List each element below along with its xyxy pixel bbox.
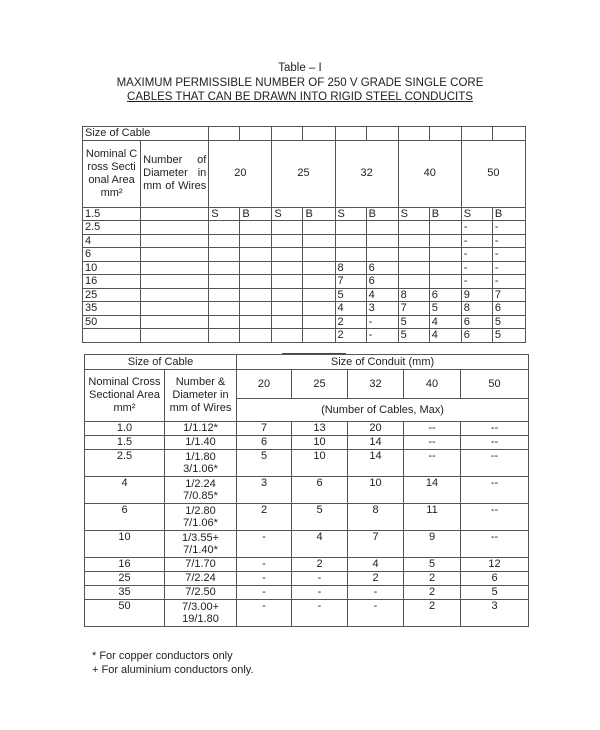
- value-cell: [240, 248, 272, 262]
- value-cell: 5: [292, 504, 348, 531]
- value-cell: 5: [335, 288, 366, 302]
- sb-label: B: [492, 207, 525, 221]
- value-cell: [272, 329, 303, 343]
- value-cell: 4: [366, 288, 398, 302]
- table-row: [83, 207, 526, 221]
- wires-cell: 1/1.80 3/1.06*: [165, 450, 237, 477]
- table-one-body: [83, 127, 526, 343]
- value-cell: 20: [348, 422, 404, 436]
- area-cell: 1.0: [85, 422, 165, 436]
- table-row: [83, 234, 526, 248]
- value-cell: 6: [366, 275, 398, 289]
- table-row: [85, 572, 529, 586]
- table-row: [85, 422, 529, 436]
- table-row: [83, 127, 526, 141]
- value-cell: 8: [398, 288, 429, 302]
- value-cell: -: [237, 600, 292, 627]
- value-cell: 7: [398, 302, 429, 316]
- area-cell: 1.5: [83, 207, 141, 221]
- value-cell: [272, 302, 303, 316]
- value-cell: [209, 248, 240, 262]
- area-cell: 4: [83, 234, 141, 248]
- value-cell: -: [237, 572, 292, 586]
- sb-label: B: [366, 207, 398, 221]
- table-cell: [141, 221, 209, 235]
- value-cell: [429, 261, 461, 275]
- value-cell: 11: [404, 504, 461, 531]
- table-cell: [141, 275, 209, 289]
- table-cell: [461, 127, 492, 141]
- value-cell: -: [492, 221, 525, 235]
- value-cell: 5: [398, 329, 429, 343]
- value-cell: [303, 261, 335, 275]
- table-row: [83, 329, 526, 343]
- value-cell: -: [492, 275, 525, 289]
- value-cell: 2: [404, 572, 461, 586]
- value-cell: [303, 302, 335, 316]
- value-cell: 4: [429, 315, 461, 329]
- value-cell: 8: [461, 302, 492, 316]
- value-cell: 5: [398, 315, 429, 329]
- table-cell: [429, 127, 461, 141]
- conduit-size-header: 50: [461, 370, 529, 399]
- value-cell: --: [461, 477, 529, 504]
- table-row: [85, 436, 529, 450]
- value-cell: 5: [237, 450, 292, 477]
- wires-cell: 7/2.24: [165, 572, 237, 586]
- table-cell: [141, 329, 209, 343]
- value-cell: -: [461, 234, 492, 248]
- value-cell: 6: [366, 261, 398, 275]
- table-cell: [366, 127, 398, 141]
- sb-label: S: [209, 207, 240, 221]
- value-cell: -: [461, 275, 492, 289]
- wires-cell: 7/2.50: [165, 586, 237, 600]
- table-cell: [141, 302, 209, 316]
- table-cell: [398, 127, 429, 141]
- value-cell: 5: [492, 315, 525, 329]
- value-cell: [209, 275, 240, 289]
- table-cell: [141, 248, 209, 262]
- area-cell: 6: [85, 504, 165, 531]
- value-cell: 5: [492, 329, 525, 343]
- sb-label: S: [272, 207, 303, 221]
- table-row: [83, 275, 526, 289]
- value-cell: [209, 261, 240, 275]
- value-cell: 2: [292, 558, 348, 572]
- value-cell: [240, 234, 272, 248]
- value-cell: [429, 275, 461, 289]
- area-cell: 2.5: [83, 221, 141, 235]
- value-cell: [272, 248, 303, 262]
- wires-cell: 7/1.70: [165, 558, 237, 572]
- value-cell: -: [492, 261, 525, 275]
- value-cell: -: [292, 586, 348, 600]
- conduit-size-header: 25: [292, 370, 348, 399]
- value-cell: [209, 234, 240, 248]
- value-cell: [209, 221, 240, 235]
- value-cell: -: [461, 221, 492, 235]
- wires-cell: 1/3.55+ 7/1.40*: [165, 531, 237, 558]
- area-cell: 2.5: [85, 450, 165, 477]
- table-cell: [240, 127, 272, 141]
- area-cell: 50: [83, 315, 141, 329]
- table-row: [83, 261, 526, 275]
- value-cell: --: [461, 450, 529, 477]
- value-cell: 7: [335, 275, 366, 289]
- value-cell: 13: [292, 422, 348, 436]
- title-line-2: CABLES THAT CAN BE DRAWN INTO RIGID STEEL CONDUCITS: [127, 91, 473, 103]
- area-cell: 6: [83, 248, 141, 262]
- footnote-aluminium: + For aluminium conductors only.: [92, 664, 254, 676]
- wires-header: Number of Diameter in mm of Wires: [141, 140, 209, 207]
- value-cell: 14: [404, 477, 461, 504]
- value-cell: [303, 275, 335, 289]
- value-cell: [303, 248, 335, 262]
- value-cell: [272, 275, 303, 289]
- table-label: Table – I: [278, 62, 322, 74]
- value-cell: 2: [404, 586, 461, 600]
- value-cell: [303, 315, 335, 329]
- value-cell: [272, 288, 303, 302]
- sb-label: B: [429, 207, 461, 221]
- value-cell: -: [348, 586, 404, 600]
- table-cell: [335, 127, 366, 141]
- value-cell: --: [404, 450, 461, 477]
- value-cell: -: [492, 248, 525, 262]
- size-of-cable-header: Size of Cable: [85, 355, 237, 370]
- value-cell: [272, 234, 303, 248]
- table-cell: [303, 127, 335, 141]
- value-cell: -: [461, 248, 492, 262]
- value-cell: [398, 248, 429, 262]
- wires-cell: 1/2.80 7/1.06*: [165, 504, 237, 531]
- value-cell: [398, 275, 429, 289]
- table-one: [82, 126, 526, 343]
- value-cell: 7: [237, 422, 292, 436]
- table-cell: [141, 261, 209, 275]
- value-cell: 7: [492, 288, 525, 302]
- value-cell: [398, 261, 429, 275]
- value-cell: 5: [429, 302, 461, 316]
- value-cell: [272, 221, 303, 235]
- value-cell: 2: [404, 600, 461, 627]
- value-cell: -: [461, 261, 492, 275]
- value-cell: -: [237, 586, 292, 600]
- area-cell: 16: [85, 558, 165, 572]
- value-cell: 8: [335, 261, 366, 275]
- value-cell: 4: [292, 531, 348, 558]
- area-cell: 10: [83, 261, 141, 275]
- sb-label: S: [398, 207, 429, 221]
- sb-label: B: [240, 207, 272, 221]
- area-cell: 10: [85, 531, 165, 558]
- value-cell: 6: [292, 477, 348, 504]
- sb-label: S: [461, 207, 492, 221]
- value-cell: 7: [348, 531, 404, 558]
- table-row: [83, 140, 526, 207]
- sb-label: B: [303, 207, 335, 221]
- table-cell: [272, 127, 303, 141]
- footnote-copper: * For copper conductors only: [92, 650, 233, 662]
- conduit-size-header: 40: [404, 370, 461, 399]
- table-cell: [141, 234, 209, 248]
- table-row: [85, 531, 529, 558]
- value-cell: --: [461, 531, 529, 558]
- table-row: [85, 355, 529, 370]
- value-cell: [240, 315, 272, 329]
- area-cell: 25: [85, 572, 165, 586]
- value-cell: [272, 261, 303, 275]
- value-cell: 3: [461, 600, 529, 627]
- value-cell: -: [366, 329, 398, 343]
- value-cell: 10: [292, 450, 348, 477]
- value-cell: 6: [461, 315, 492, 329]
- value-cell: [272, 315, 303, 329]
- area-cell: 4: [85, 477, 165, 504]
- area-cell: [83, 329, 141, 343]
- conduit-size-header: 25: [272, 140, 335, 207]
- value-cell: [366, 221, 398, 235]
- value-cell: --: [461, 436, 529, 450]
- area-cell: 50: [85, 600, 165, 627]
- conduit-size-header: 20: [209, 140, 272, 207]
- value-cell: --: [461, 504, 529, 531]
- table-cell: [209, 127, 240, 141]
- value-cell: [366, 234, 398, 248]
- size-of-conduit-header: Size of Conduit (mm): [237, 355, 529, 370]
- value-cell: [335, 248, 366, 262]
- value-cell: 6: [429, 288, 461, 302]
- value-cell: [209, 329, 240, 343]
- value-cell: [303, 221, 335, 235]
- wires-cell: 7/3.00+ 19/1.80: [165, 600, 237, 627]
- table-row: [85, 370, 529, 399]
- table-cell: [141, 315, 209, 329]
- value-cell: -: [292, 600, 348, 627]
- value-cell: 10: [292, 436, 348, 450]
- value-cell: 5: [404, 558, 461, 572]
- table-cell: [141, 207, 209, 221]
- conduit-size-header: 32: [335, 140, 398, 207]
- area-cell: 16: [83, 275, 141, 289]
- value-cell: [209, 302, 240, 316]
- value-cell: 8: [348, 504, 404, 531]
- size-of-cable-header: Size of Cable: [83, 127, 209, 141]
- wires-cell: 1/2.24 7/0.85*: [165, 477, 237, 504]
- value-cell: 6: [461, 572, 529, 586]
- value-cell: 2: [237, 504, 292, 531]
- area-cell: 35: [83, 302, 141, 316]
- value-cell: [240, 288, 272, 302]
- table-row: [85, 450, 529, 477]
- value-cell: [398, 221, 429, 235]
- value-cell: 6: [461, 329, 492, 343]
- value-cell: 14: [348, 436, 404, 450]
- value-cell: [429, 234, 461, 248]
- conduit-size-header: 20: [237, 370, 292, 399]
- table-two: [84, 354, 529, 627]
- value-cell: 4: [348, 558, 404, 572]
- value-cell: 6: [492, 302, 525, 316]
- value-cell: --: [461, 422, 529, 436]
- wires-cell: 1/1.40: [165, 436, 237, 450]
- table-row: [85, 586, 529, 600]
- table-row: [85, 504, 529, 531]
- value-cell: [429, 221, 461, 235]
- area-cell: 25: [83, 288, 141, 302]
- value-cell: [398, 234, 429, 248]
- value-cell: 6: [237, 436, 292, 450]
- value-cell: 9: [404, 531, 461, 558]
- value-cell: -: [366, 315, 398, 329]
- value-cell: 4: [335, 302, 366, 316]
- value-cell: [335, 234, 366, 248]
- value-cell: [240, 302, 272, 316]
- table-row: [83, 302, 526, 316]
- value-cell: --: [404, 422, 461, 436]
- value-cell: 9: [461, 288, 492, 302]
- value-cell: 3: [366, 302, 398, 316]
- table-row: [83, 315, 526, 329]
- value-cell: 10: [348, 477, 404, 504]
- value-cell: -: [237, 531, 292, 558]
- value-cell: --: [404, 436, 461, 450]
- table-row: [83, 288, 526, 302]
- value-cell: [209, 288, 240, 302]
- area-cell: 1.5: [85, 436, 165, 450]
- value-cell: 12: [461, 558, 529, 572]
- conduit-size-header: 50: [461, 140, 525, 207]
- value-cell: -: [237, 558, 292, 572]
- wires-cell: 1/1.12*: [165, 422, 237, 436]
- table-row: [83, 248, 526, 262]
- conduit-size-header: 32: [348, 370, 404, 399]
- value-cell: 2: [335, 329, 366, 343]
- value-cell: 2: [348, 572, 404, 586]
- value-cell: [240, 221, 272, 235]
- table-cell: [492, 127, 525, 141]
- value-cell: 14: [348, 450, 404, 477]
- number-of-cables-subheader: (Number of Cables, Max): [237, 399, 529, 422]
- table-cell: [141, 288, 209, 302]
- value-cell: [303, 234, 335, 248]
- value-cell: [335, 221, 366, 235]
- nominal-area-header: Nominal Cross Sectional Area mm²: [83, 140, 141, 207]
- value-cell: [303, 288, 335, 302]
- conduit-size-header: 40: [398, 140, 461, 207]
- nominal-area-header: Nominal Cross Sectional Area mm²: [85, 370, 165, 422]
- value-cell: [240, 275, 272, 289]
- sb-label: S: [335, 207, 366, 221]
- value-cell: -: [292, 572, 348, 586]
- value-cell: [240, 261, 272, 275]
- table-row: [85, 477, 529, 504]
- value-cell: 2: [335, 315, 366, 329]
- value-cell: -: [492, 234, 525, 248]
- table-row: [83, 221, 526, 235]
- value-cell: 5: [461, 586, 529, 600]
- value-cell: -: [348, 600, 404, 627]
- value-cell: [366, 248, 398, 262]
- value-cell: [209, 315, 240, 329]
- table-row: [85, 558, 529, 572]
- value-cell: [240, 329, 272, 343]
- value-cell: 3: [237, 477, 292, 504]
- wires-header: Number & Diameter in mm of Wires: [165, 370, 237, 422]
- table-row: [85, 600, 529, 627]
- value-cell: [303, 329, 335, 343]
- value-cell: 4: [429, 329, 461, 343]
- area-cell: 35: [85, 586, 165, 600]
- value-cell: [429, 248, 461, 262]
- table-two-body: [85, 355, 529, 627]
- title-line-1: MAXIMUM PERMISSIBLE NUMBER OF 250 V GRADE SINGLE CORE: [116, 77, 484, 89]
